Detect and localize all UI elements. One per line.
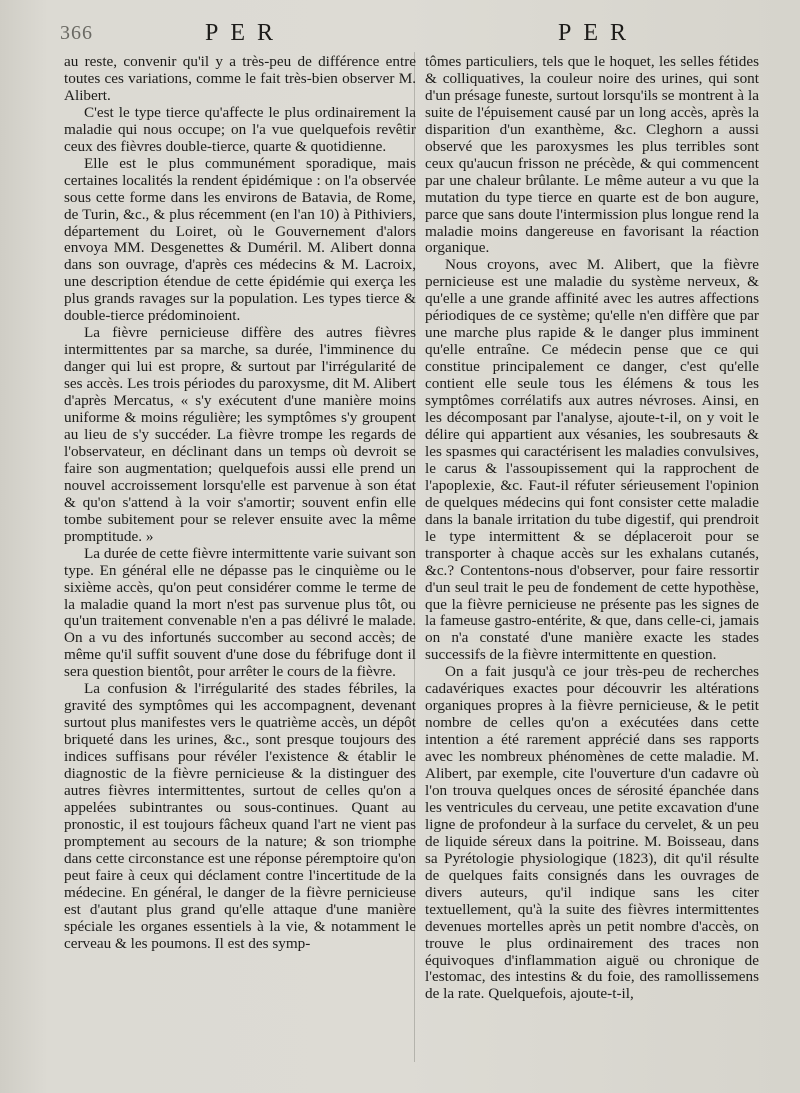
paragraph: au reste, convenir qu'il y a très-peu de différence entre toutes ces variations, comme le fait très-bien observer M. Alibert. xyxy=(64,53,416,104)
paragraph: C'est le type tierce qu'affecte le plus ordinairement la maladie qui nous occupe; on l'a vue quelquefois revêtir ceux des fièvres double-tierce, quarte & quotidienne. xyxy=(64,103,416,155)
paragraph: On a fait jusqu'à ce jour très-peu de recherches cadavériques exactes pour découvrir les altérations organiques propres à la fièvre pernicieuse, & le petit nombre de celles qu'on a exécutées dans cette intention a été rarement apprécié dans ses rapports avec les nombreux phénomènes de cette maladie. M. Alibert, par exemple, cite l'ouverture d'un cadavre où l'on trouva quelques onces de sérosité épanchée dans les ventricules du cerveau, une petite excavation d'une ligne de profondeur à la surface du cervelet, & un peu de liquide séreux dans la poitrine. M. Boisseau, dans sa Pyrétologie physiologique (1823), dit qu'il résulte de quelques faits consignés dans les ouvrages de divers auteurs, qu'il indique sans les citer textuellement, qu'à la suite des fièvres intermittentes devenues mortelles après un petit nombre d'accès, on trouve le plus ordinairement des traces non équivoques d'inflammation aiguë ou chronique de l'estomac, des intestins & du foie, des ramollissemens de la rate. Quelquefois, ajoute-t-il, xyxy=(425,663,759,1003)
paragraph: La fièvre pernicieuse diffère des autres fièvres intermittentes par sa marche, sa durée, l'imminence du danger qui lui est propre, & surtout par l'irrégularité de ses accès. Les trois périodes du paroxysme, dit M. Alibert d'après Mercatus, « s'y exécutent d'une manière moins uniforme & moins régulière; les symptômes s'y groupent au lieu de s'y succéder. La fièvre trompe les regards de l'observateur, en déclinant dans un temps où devroit se faire son augmentation; quelquefois aussi elle prend un nouvel accroissement lorsqu'elle est parvenue à son état & qu'on s'attend à la voir s'amortir; souvent enfin elle tombe subitement pour se relever ensuite avec la même promptitude. » xyxy=(64,324,416,545)
paragraph: Elle est le plus communément sporadique, mais certaines localités la rendent épidémique : on l'a observée sous cette forme dans les environs de Batavia, de Rome, de Turin, &c., & plus récemment (en l'an 10) à Pithiviers, département du Loiret, où le Gouvernement d'alors envoya MM. Desgenettes & Duméril. M. Alibert donna dans son ouvrage, d'après ces médecins & M. Lacroix, une description étendue de cette épidémie qui exerça les plus grands ravages sur la population. Les types tierce & double-tierce prédominoient. xyxy=(64,154,416,325)
page-number: 366 xyxy=(60,22,93,44)
running-header xyxy=(0,18,800,54)
paragraph: Nous croyons, avec M. Alibert, que la fièvre pernicieuse est une maladie du système nerveux, & qu'elle a une grande affinité avec les autres affections périodiques de ce système; qu'elle n'en diffère que par une marche plus rapide & le danger plus imminent qu'elle entraîne. Ce médecin pense que ce qui constitue principalement ce danger, c'est qu'elle contient elle seule tous les élémens & tous les symptômes corrélatifs aux autres névroses. Ainsi, en les décomposant par l'analyse, ajoute-t-il, on y voit le délire qui appartient aux vésanies, les soubresauts & les spasmes qui caractérisent les maladies convulsives, le carus & l'assoupissement qui la rapprochent de l'apoplexie, &c. Faut-il réfuter sérieusement l'opinion de quelques médecins qui font consister cette maladie dans la banale irritation du tube digestif, qui prendroit le type intermittent & se déplaceroit pour se transporter à chaque accès sur les exhalans cutanés, &c.? Contentons-nous d'observer, pour faire ressortir d'un seul trait le peu de fondement de cette hypothèse, que la fièvre pernicieuse ne présente pas les signes de la fameuse gastro-entérite, & que, dans celle-ci, jamais on n'a constaté d'une manière exacte les stades successifs de la fièvre intermittente en question. xyxy=(425,256,759,664)
running-head-right: PER xyxy=(558,20,639,46)
paragraph: La confusion & l'irrégularité des stades fébriles, la gravité des symptômes qui les accompagnent, devenant surtout plus manifestes vers le quatrième accès, un dépôt briqueté dans les urines, &c., sont presque toujours des indices suffisans pour révéler l'existence & établir le diagnostic de la fièvre pernicieuse & la distinguer des autres fièvres intermittentes, surtout de celles qu'on a appelées subintrantes ou sous-continues. Quant au pronostic, il est toujours fâcheux quand l'art ne vient pas promptement au secours de la nature; & son triomphe dans cette circonstance est une réponse péremptoire qu'on peut faire à ceux qui déclament contre l'incertitude de la médecine. En général, le danger de la fièvre pernicieuse est d'autant plus grand qu'elle attaque d'une manière spéciale les organes essentiels à la vie, & notamment le cerveau & les poumons. Il est des symp- xyxy=(64,680,416,952)
paragraph: tômes particuliers, tels que le hoquet, les selles fétides & colliquatives, la couleur noire des urines, qui sont d'un présage funeste, surtout lorsqu'ils se montrent à la suite de l'épuisement causé par un long accès, après la disparition d'un exanthème, &c. Cleghorn a aussi observé que les paroxysmes les plus terribles sont ceux qu'aucun frisson ne précède, & qui commencent par une chaleur brûlante. Le même auteur a vu que la mutation du type tierce en quarte est de bon augure, parce que sans doute l'intermission plus longue rend la maladie moins dangereuse en favorisant la réaction organique. xyxy=(425,53,759,257)
paragraph: La durée de cette fièvre intermittente varie suivant son type. En général elle ne dépasse pas le cinquième ou le sixième accès, qu'on peut considérer comme le terme de la maladie quand la mort n'est pas survenue plus tôt, ou qu'un traitement convenable n'en a pas délivré le malade. On a vu des infortunés succomber au second accès; de même qu'il suffit souvent d'une dose du fébrifuge dont il sera question bientôt, pour arrêter le cours de la fièvre. xyxy=(64,544,416,681)
right-text-column xyxy=(425,54,759,1003)
left-text-column xyxy=(64,54,416,953)
running-head-left: PER xyxy=(205,20,286,46)
